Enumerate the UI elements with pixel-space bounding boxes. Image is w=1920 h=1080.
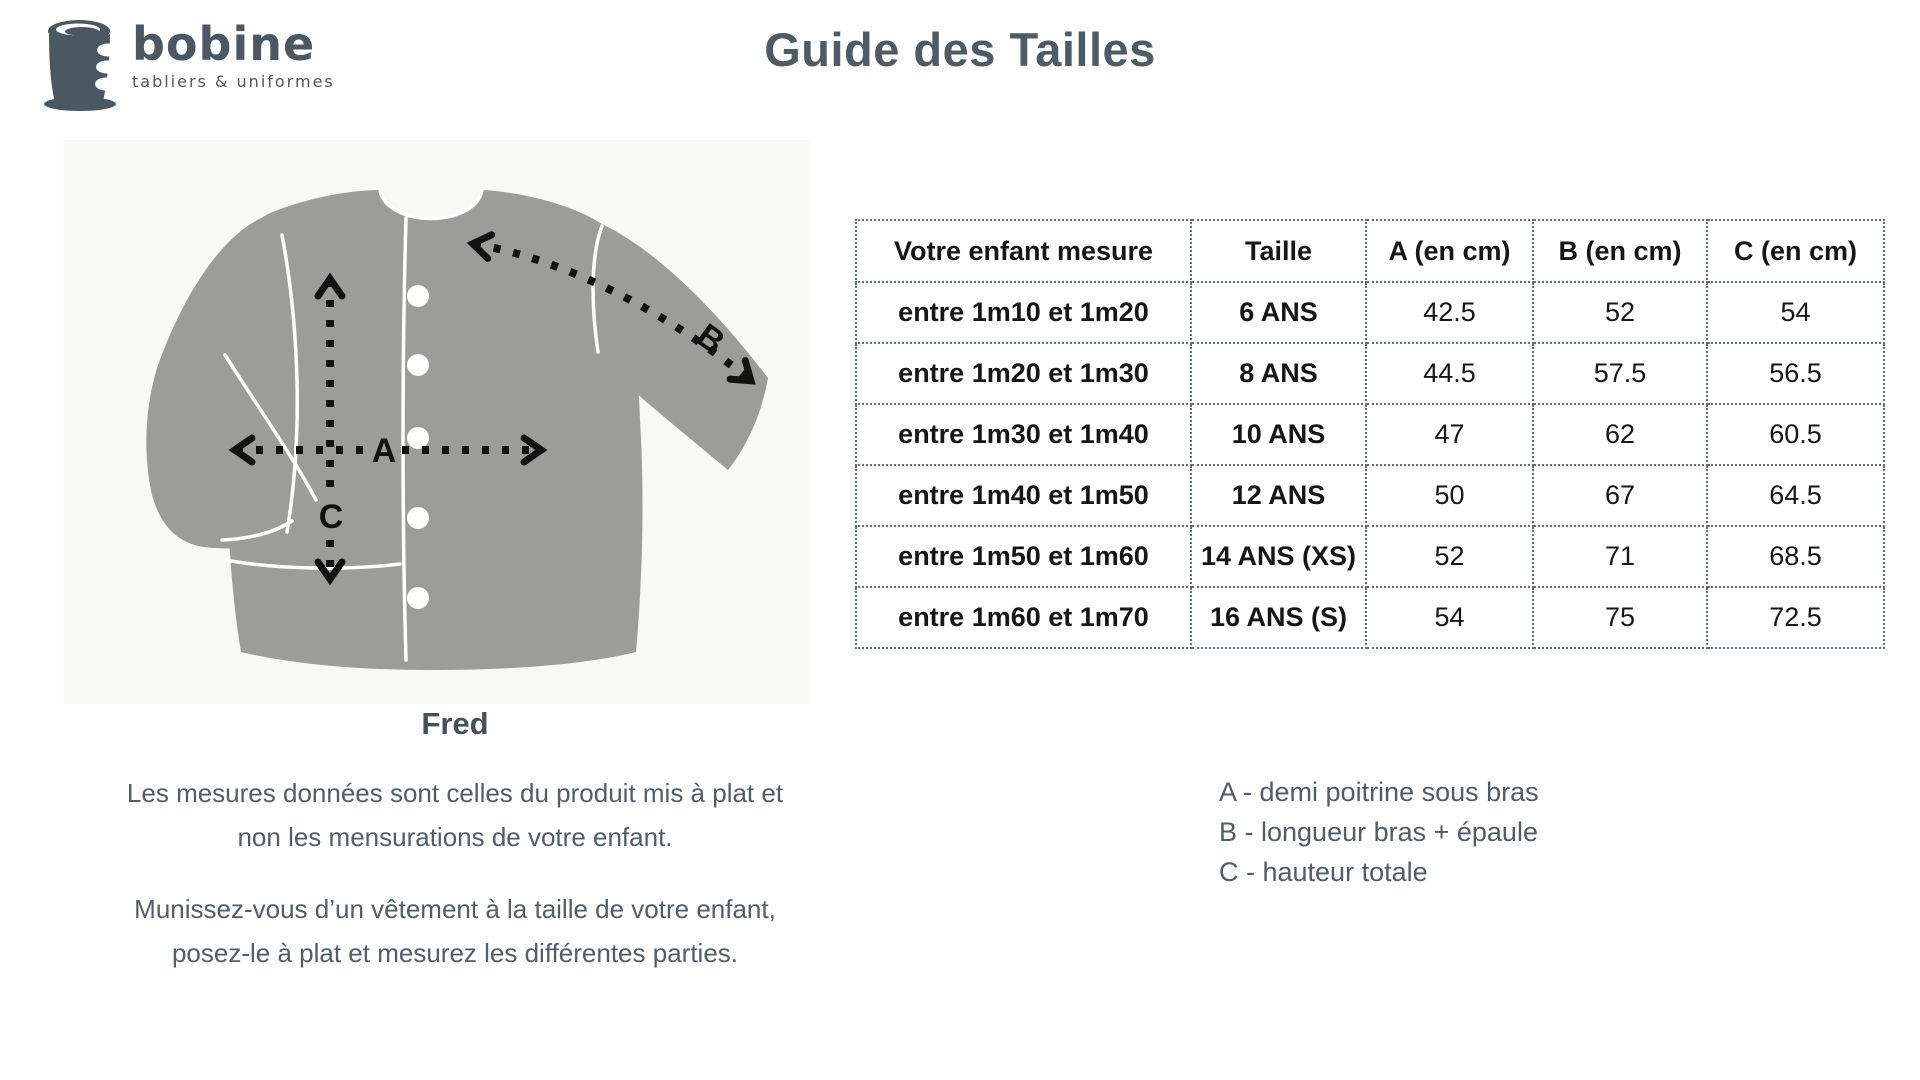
cell-b: 52: [1533, 282, 1707, 343]
cell-a: 44.5: [1366, 343, 1533, 404]
cell-b: 62: [1533, 404, 1707, 465]
smock-illustration: [50, 140, 810, 720]
table-row: [856, 343, 1884, 404]
cell-b: 67: [1533, 465, 1707, 526]
label-b: B: [689, 316, 732, 362]
cell-taille: 14 ANS (XS): [1191, 526, 1366, 587]
cell-c: 72.5: [1707, 587, 1884, 648]
cell-a: 47: [1366, 404, 1533, 465]
product-name: Fred: [421, 706, 489, 741]
cell-c: 64.5: [1707, 465, 1884, 526]
col-header-mesure: Votre enfant mesure: [856, 220, 1191, 282]
cell-c: 54: [1707, 282, 1884, 343]
table-row: [856, 526, 1884, 587]
cell-c: 60.5: [1707, 404, 1884, 465]
cell-a: 50: [1366, 465, 1533, 526]
cell-b: 57.5: [1533, 343, 1707, 404]
cell-taille: 12 ANS: [1191, 465, 1366, 526]
cell-taille: 16 ANS (S): [1191, 587, 1366, 648]
page-title: Guide des Tailles: [764, 23, 1156, 76]
note-line-2: non les mensurations de votre enfant.: [237, 822, 673, 852]
cell-b: 71: [1533, 526, 1707, 587]
cell-mesure: entre 1m50 et 1m60: [856, 526, 1191, 587]
col-header-taille: Taille: [1191, 220, 1366, 282]
cell-mesure: entre 1m10 et 1m20: [856, 282, 1191, 343]
cell-a: 54: [1366, 587, 1533, 648]
col-header-b: B (en cm): [1533, 220, 1707, 282]
label-c: C: [318, 498, 344, 536]
table-row: [856, 587, 1884, 648]
legend-a: A - demi poitrine sous bras: [1219, 777, 1539, 807]
measure-legend: [1219, 772, 1539, 892]
size-table: [855, 219, 1885, 649]
table-row: [856, 282, 1884, 343]
cell-taille: 10 ANS: [1191, 404, 1366, 465]
table-row: [856, 404, 1884, 465]
note-line-4: posez-le à plat et mesurez les différentes parties.: [171, 938, 739, 968]
cell-a: 42.5: [1366, 282, 1533, 343]
cell-c: 56.5: [1707, 343, 1884, 404]
label-a: A: [371, 432, 397, 470]
cell-mesure: entre 1m20 et 1m30: [856, 343, 1191, 404]
cell-b: 75: [1533, 587, 1707, 648]
cell-taille: 6 ANS: [1191, 282, 1366, 343]
note-line-3: Munissez-vous d’un vêtement à la taille de votre enfant,: [134, 894, 776, 924]
note-line-1: Les mesures données sont celles du produit mis à plat et: [126, 778, 784, 808]
brand-name: bobine: [132, 17, 316, 71]
brand-tagline: tabliers & uniformes: [132, 72, 335, 91]
cell-a: 52: [1366, 526, 1533, 587]
col-header-c: C (en cm): [1707, 220, 1884, 282]
table-row: [856, 465, 1884, 526]
legend-b: B - longueur bras + épaule: [1219, 817, 1538, 847]
cell-mesure: entre 1m30 et 1m40: [856, 404, 1191, 465]
cell-c: 68.5: [1707, 526, 1884, 587]
table-header-row: [856, 220, 1884, 282]
cell-taille: 8 ANS: [1191, 343, 1366, 404]
cell-mesure: entre 1m40 et 1m50: [856, 465, 1191, 526]
cell-mesure: entre 1m60 et 1m70: [856, 587, 1191, 648]
legend-c: C - hauteur totale: [1219, 857, 1428, 887]
col-header-a: A (en cm): [1366, 220, 1533, 282]
